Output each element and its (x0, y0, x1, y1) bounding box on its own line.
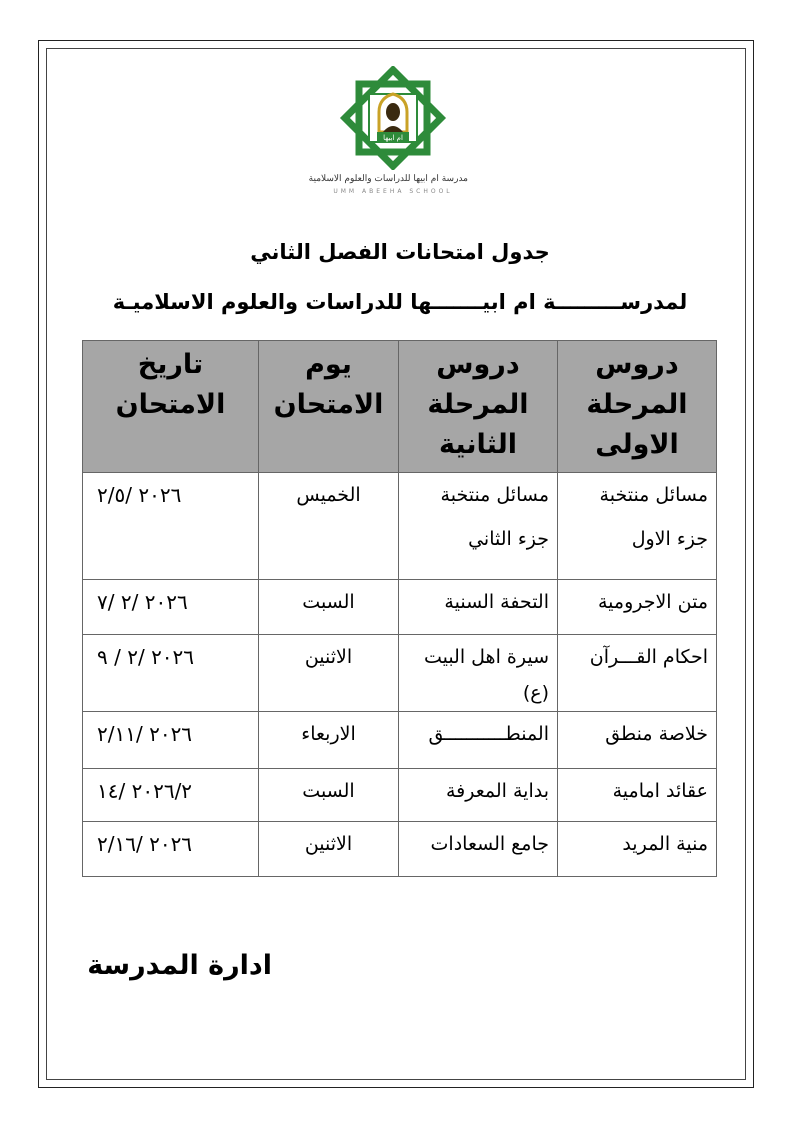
header-stage2: دروس المرحلة الثانية (399, 341, 558, 473)
cell-day: الاثنين (259, 822, 399, 877)
school-emblem-icon (336, 66, 450, 170)
emblem-label: ام ابيها (383, 134, 403, 142)
table-row (83, 473, 717, 580)
header-stage1: دروس المرحلة الاولى (558, 341, 717, 473)
cell-date: ٢٠٢٦ /٢ /٧ (83, 580, 259, 635)
cell-stage1: منية المريد (558, 822, 717, 877)
cell-stage1: خلاصة منطق (558, 712, 717, 769)
cell-date: ٢٠٢٦ /٢/١١ (83, 712, 259, 769)
cell-date: ٢٠٢٦ /٢ / ٩ (83, 635, 259, 712)
cell-stage1: احكام القـــرآن (558, 635, 717, 712)
cell-stage2: مسائل منتخبة جزء الثاني (399, 473, 558, 580)
school-logo (308, 66, 468, 206)
cell-stage2: بداية المعرفة (399, 769, 558, 822)
page-subtitle: لمدرســـــــــة ام ابيـــــــها للدراسات والعلوم الاسلاميـة (112, 290, 688, 314)
logo-caption: مدرسة ام ابيها للدراسات والعلوم الاسلامية (308, 174, 468, 184)
header-date: تاريخ الامتحان (83, 341, 259, 473)
cell-stage1: مسائل منتخبة جزء الاول (558, 473, 717, 580)
cell-day: الاثنين (259, 635, 399, 712)
cell-stage2: التحفة السنية (399, 580, 558, 635)
header-day: يوم الامتحان (259, 341, 399, 473)
cell-date: ٢٠٢٦ /٢/١٦ (83, 822, 259, 877)
cell-day: الخميس (259, 473, 399, 580)
cell-day: السبت (259, 580, 399, 635)
cell-stage1: متن الاجرومية (558, 580, 717, 635)
table-row (83, 580, 717, 635)
cell-day: السبت (259, 769, 399, 822)
table-row (83, 769, 717, 822)
table-row (83, 635, 717, 712)
cell-day: الاربعاء (259, 712, 399, 769)
cell-stage2: جامع السعادات (399, 822, 558, 877)
table-row (83, 822, 717, 877)
page-title: جدول امتحانات الفصل الثاني (250, 240, 550, 264)
logo-subcaption: UMM ABEEHA SCHOOL (333, 188, 453, 195)
cell-date: ٢٠٢٦/٢ /١٤ (83, 769, 259, 822)
exam-schedule-table (82, 340, 717, 877)
table-header-row (83, 341, 717, 473)
school-administration-signature: ادارة المدرسة (87, 950, 272, 981)
cell-stage2: سيرة اهل البيت (ع) (399, 635, 558, 712)
table-row (83, 712, 717, 769)
cell-stage2: المنطـــــــــــق (399, 712, 558, 769)
cell-date: ٢٠٢٦ /٢/٥ (83, 473, 259, 580)
cell-stage1: عقائد امامية (558, 769, 717, 822)
